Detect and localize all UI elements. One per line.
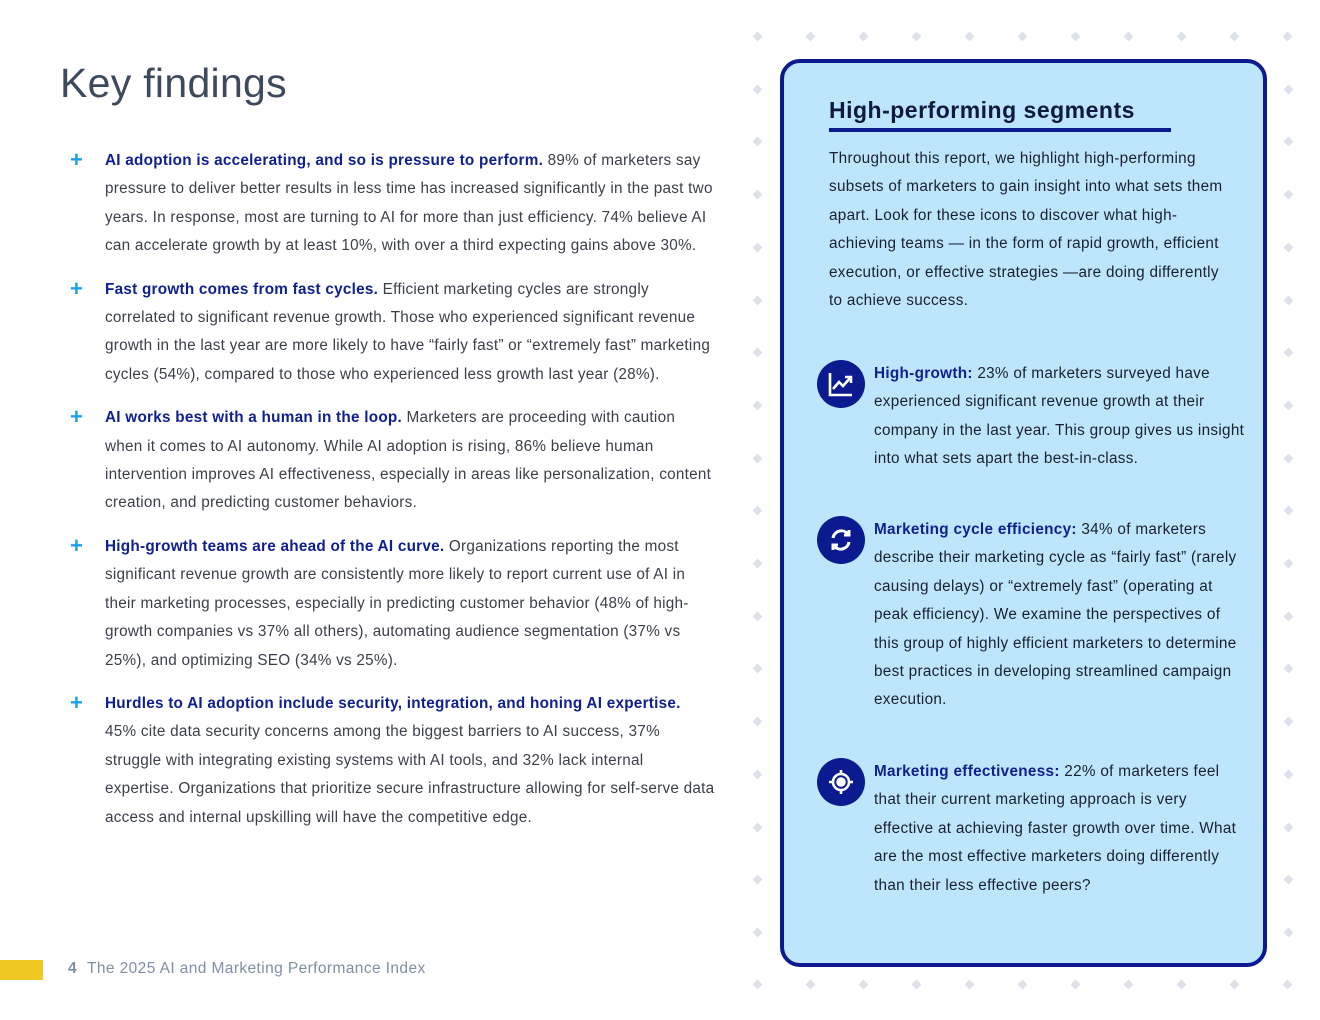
finding-item: [70, 404, 715, 518]
decorative-dot: [806, 980, 816, 990]
decorative-dot: [753, 769, 763, 779]
page-title: Key findings: [60, 60, 287, 106]
decorative-dot: [1284, 506, 1294, 516]
decorative-dot: [753, 875, 763, 885]
finding-item: [70, 276, 715, 390]
finding-body: 45% cite data security concerns among the biggest barriers to AI success, 37% struggle with integrating existing systems with AI tools, and 32% lack internal expertise. Organizations that prioritize secure infrastructure allowing for self-serve data access and internal upskilling will have the competitive edge.: [105, 723, 715, 826]
decorative-dot: [1284, 664, 1294, 674]
decorative-dot: [859, 32, 869, 42]
decorative-dot: [1284, 400, 1294, 410]
decorative-dot: [1284, 875, 1294, 885]
decorative-dot: [753, 137, 763, 147]
decorative-dot: [806, 32, 816, 42]
decorative-dot: [1284, 242, 1294, 252]
segment-text: Marketing effectiveness: 22% of marketers feel that their current marketing approach is very effective at achieving faster growth over time. What are the most effective marketers doing differently than their less effective peers?: [874, 763, 1237, 894]
decorative-dot: [753, 242, 763, 252]
decorative-dot: [1177, 32, 1187, 42]
decorative-dot: [1230, 980, 1240, 990]
footer-title: The 2025 AI and Marketing Performance Index: [87, 960, 426, 977]
plus-icon: +: [70, 532, 84, 558]
decorative-dot: [1284, 927, 1294, 937]
panel-title: High-performing segments: [829, 97, 1171, 132]
decorative-dot: [753, 32, 763, 42]
plus-icon: +: [70, 689, 84, 715]
decorative-dot: [1284, 295, 1294, 305]
decorative-dot: [753, 559, 763, 569]
finding-heading: AI adoption is accelerating, and so is pressure to perform.: [105, 152, 544, 169]
decorative-dot: [1284, 190, 1294, 200]
segments-panel: [780, 59, 1267, 967]
decorative-dot: [753, 400, 763, 410]
decorative-dot: [1284, 769, 1294, 779]
page-number: 4: [68, 960, 78, 977]
segment-cycle-efficiency: [817, 516, 1247, 715]
decorative-dot: [1177, 980, 1187, 990]
decorative-dot: [912, 980, 922, 990]
segment-effectiveness: [817, 758, 1247, 900]
refresh-icon: [817, 516, 865, 564]
decorative-dot: [753, 822, 763, 832]
trend-up-icon: [817, 360, 865, 408]
segment-text: High-growth: 23% of marketers surveyed have experienced significant revenue growth at their company in the last year. This group gives us insight into what sets apart the best-in-class.: [874, 365, 1245, 468]
decorative-dot: [859, 980, 869, 990]
target-icon: [817, 758, 865, 806]
finding-heading: Hurdles to AI adoption include security, integration, and honing AI expertise.: [105, 694, 681, 712]
finding-item: [70, 690, 715, 832]
decorative-dot: [753, 84, 763, 94]
segment-text: Marketing cycle efficiency: 34% of marketers describe their marketing cycle as “fairly fast” (rarely causing delays) or “extremely fast” (operating at peak efficiency). We examine the perspectives of this group of highly efficient marketers to determine best practices in developing streamlined campaign execution.: [874, 521, 1237, 709]
decorative-dot: [1284, 611, 1294, 621]
finding-body: Organizations reporting the most significant revenue growth are consistently more likely to report current use of AI in their marketing processes, especially in predicting customer behavior (48% of high-growth companies vs 37% all others), automating audience segmentation (37% vs 25%), and optimizing SEO (34% vs 25%).: [105, 537, 689, 669]
decorative-dot: [753, 348, 763, 358]
decorative-dot: [912, 32, 922, 42]
decorative-dot: [1018, 32, 1028, 42]
plus-icon: +: [70, 147, 84, 172]
segment-high-growth: [817, 360, 1247, 474]
finding-item: [70, 147, 715, 261]
decorative-dot: [1283, 32, 1293, 42]
decorative-dot: [1284, 453, 1294, 463]
decorative-dot: [1284, 717, 1294, 727]
decorative-dot: [1124, 980, 1134, 990]
decorative-dot: [1124, 32, 1134, 42]
decorative-dot: [753, 295, 763, 305]
decorative-dot: [753, 506, 763, 516]
decorative-dot: [1284, 137, 1294, 147]
decorative-dot: [1071, 980, 1081, 990]
decorative-dot: [965, 32, 975, 42]
decorative-dot: [1284, 559, 1294, 569]
finding-heading: High-growth teams are ahead of the AI curve.: [105, 537, 445, 555]
finding-body: Marketers are proceeding with caution when it comes to AI autonomy. While AI adoption is rising, 86% believe human intervention improves AI effectiveness, especially in areas like personalization, content creation, and predicting customer behaviors.: [105, 409, 712, 512]
findings-list: [70, 147, 715, 847]
decorative-dot: [753, 927, 763, 937]
decorative-dot: [753, 980, 763, 990]
finding-heading: Fast growth comes from fast cycles.: [105, 280, 379, 298]
decorative-dot: [1284, 822, 1294, 832]
decorative-dot: [753, 611, 763, 621]
finding-body: 89% of marketers say pressure to deliver better results in less time has increased significantly in the past two years. In response, most are turning to AI for more than just efficiency. 74% believe AI can accelerate growth by at least 10%, with over a third expecting gains above 30%.: [105, 152, 713, 255]
finding-body: Efficient marketing cycles are strongly correlated to significant revenue growth. Those who experienced significant revenue growth in the last year are more likely to have “fairly fast” or “extremely fast” marketing cycles (54%), compared to those who experienced less growth last year (28%).: [105, 280, 711, 383]
decorative-dot: [753, 190, 763, 200]
decorative-dot: [1230, 32, 1240, 42]
decorative-dot: [1283, 980, 1293, 990]
decorative-dot: [1018, 980, 1028, 990]
decorative-dot: [1284, 84, 1294, 94]
decorative-dot: [753, 717, 763, 727]
decorative-dot: [753, 664, 763, 674]
plus-icon: +: [70, 275, 84, 301]
finding-item: [70, 533, 715, 675]
finding-heading: AI works best with a human in the loop.: [105, 409, 403, 427]
decorative-dot: [753, 453, 763, 463]
decorative-dot: [965, 980, 975, 990]
decorative-dot: [1071, 32, 1081, 42]
page-footer: [68, 960, 426, 978]
panel-intro: Throughout this report, we highlight high-performing subsets of marketers to gain insight into what sets them apart. Look for these icons to discover what high-achieving teams — in the form of rapid growth, efficient execution, or effective strategies —are doing differently to achieve success.: [829, 150, 1223, 310]
footer-accent-bar: [0, 960, 43, 980]
decorative-dot: [1284, 348, 1294, 358]
plus-icon: +: [70, 404, 84, 430]
